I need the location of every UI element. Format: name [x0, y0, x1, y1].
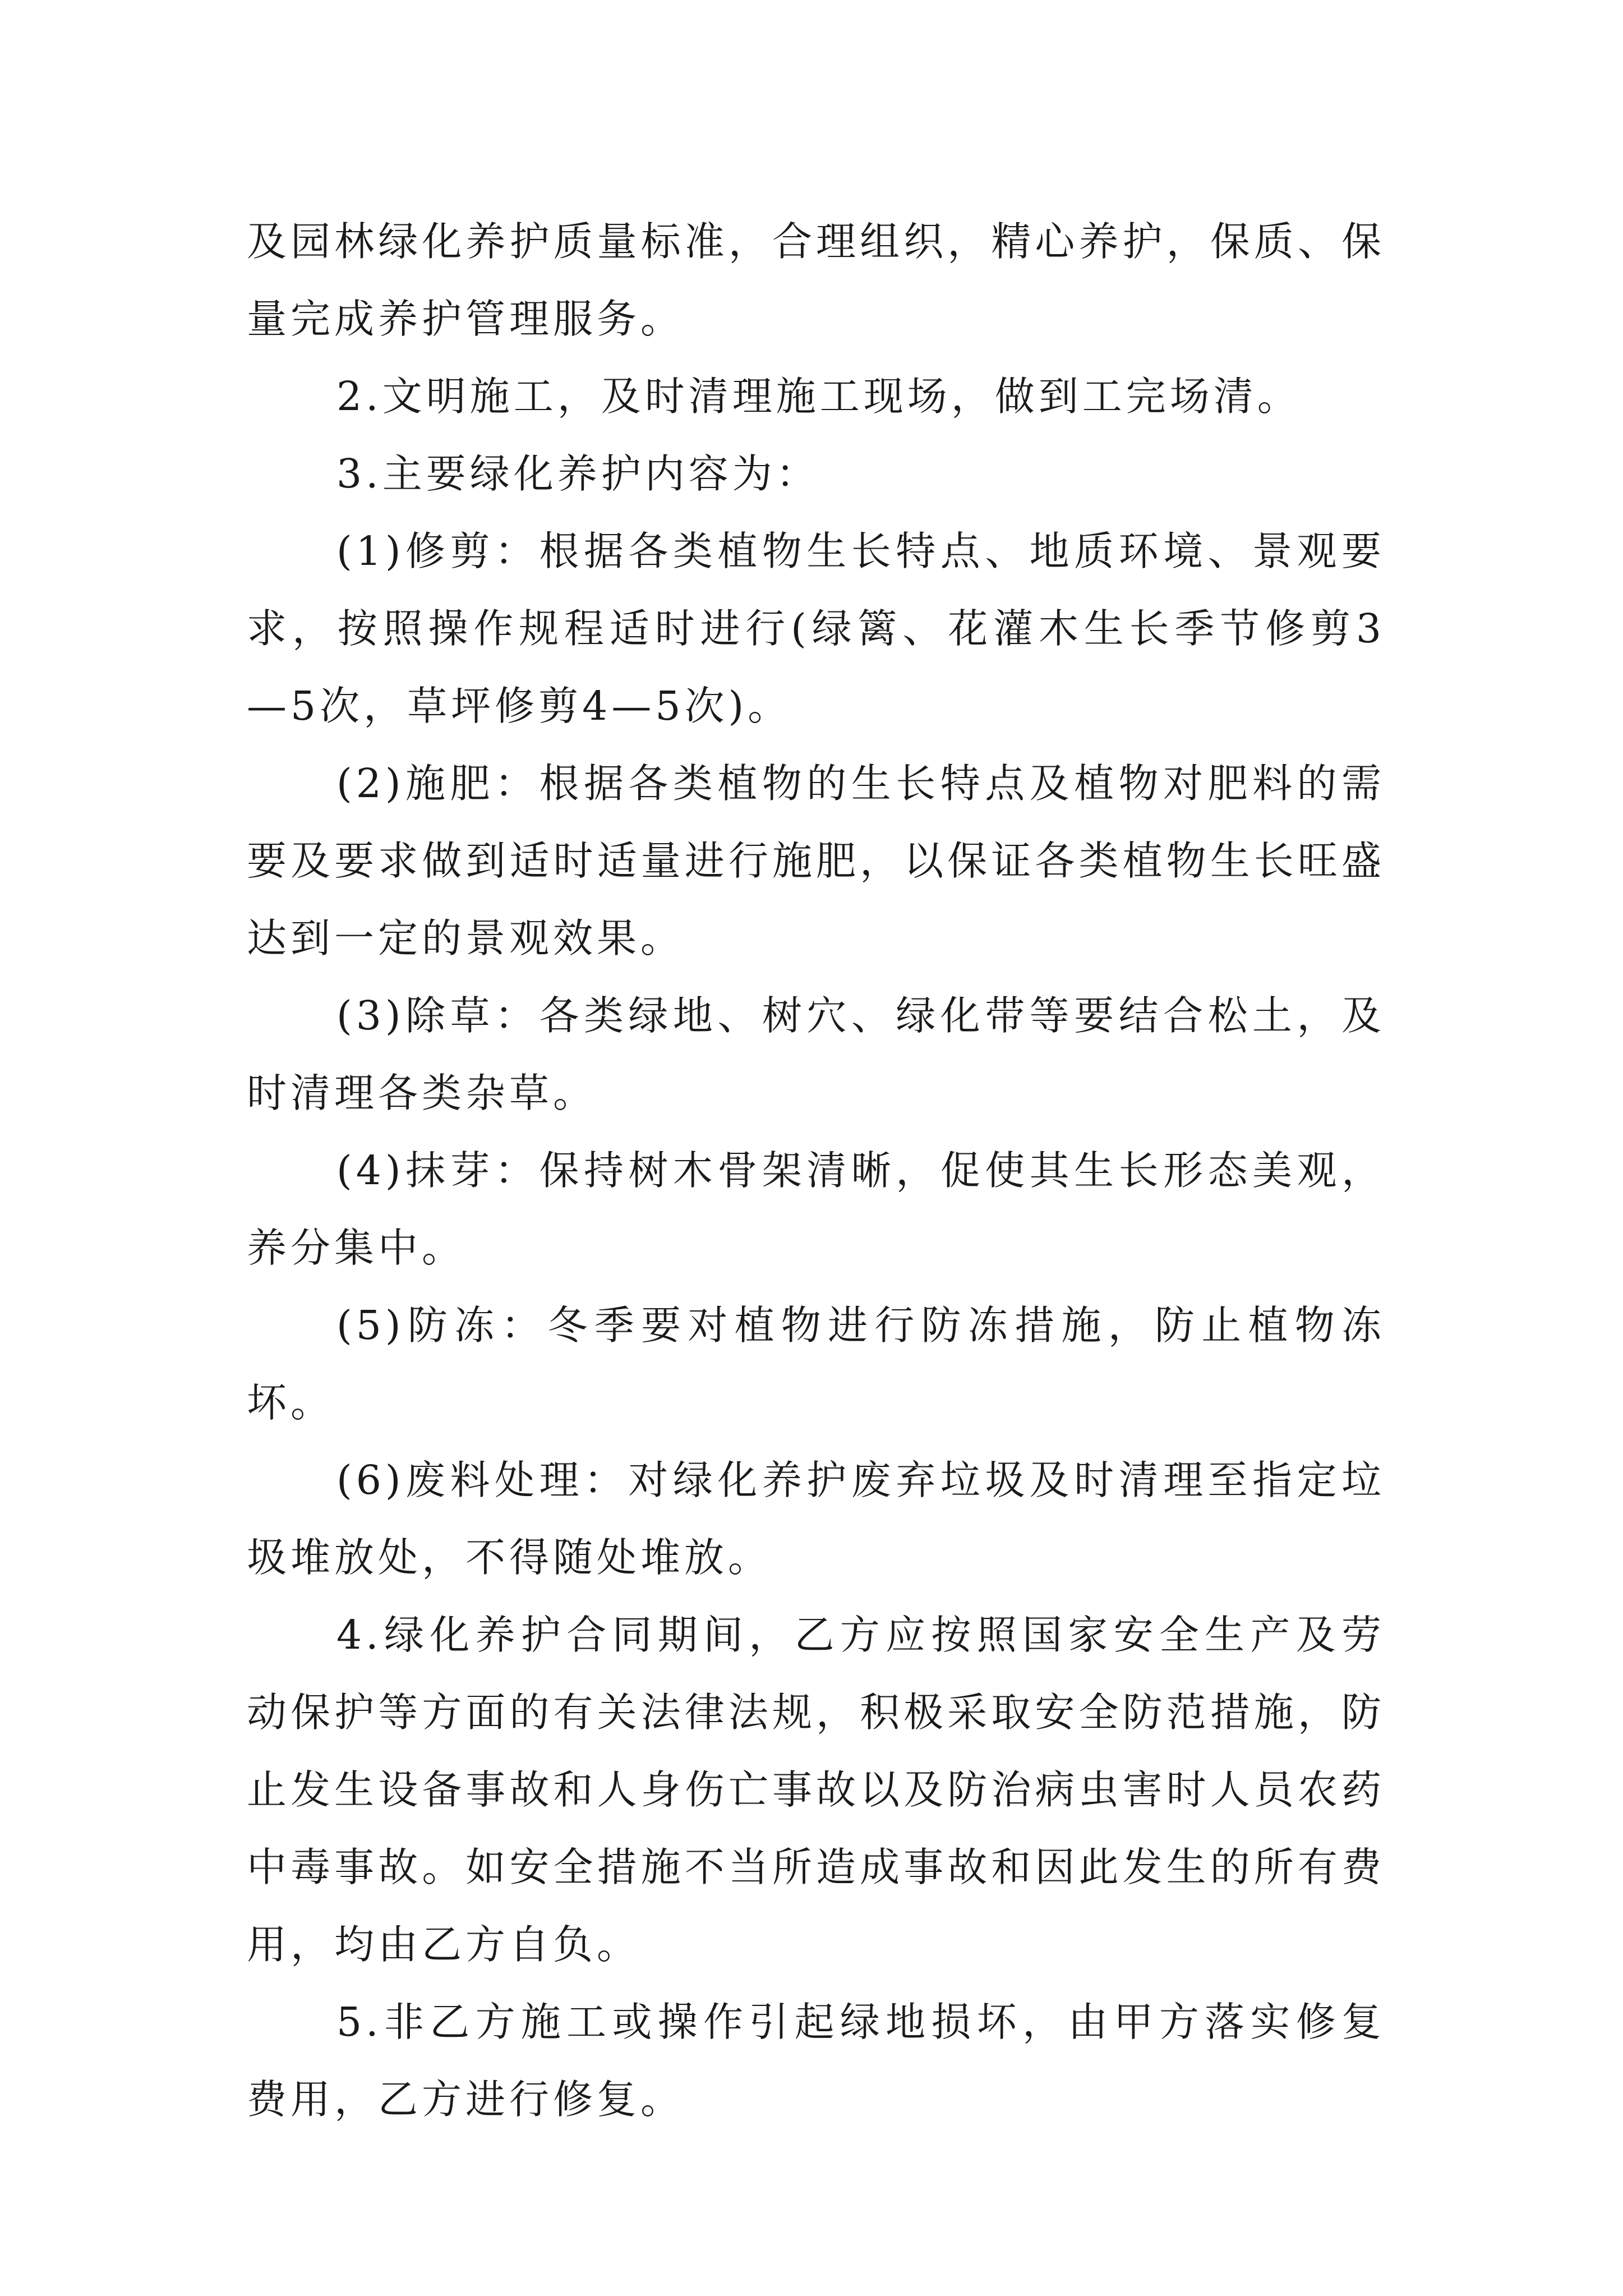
paragraph-main-content-heading: 3.主要绿化养护内容为：: [336, 450, 820, 497]
paragraph-quality-standard: 及园林绿化养护质量标准，合理组织，精心养护，保质、保量完成养护管理服务。: [247, 218, 1385, 342]
document-body: [247, 203, 1385, 2138]
paragraph-pruning: (1)修剪：根据各类植物生长特点、地质环境、景观要求，按照操作规程适时进行(绿篱、花灌木生长季节修剪3—5次，草坪修剪4—5次)。: [247, 528, 1385, 729]
paragraph-frost-protection: (5)防冻：冬季要对植物进行防冻措施，防止植物冻坏。: [247, 1302, 1385, 1426]
paragraph-bud-removal: (4)抹芽：保持树木骨架清晰，促使其生长形态美观，养分集中。: [247, 1147, 1385, 1271]
paragraph-safety: 4.绿化养护合同期间，乙方应按照国家安全生产及劳动保护等方面的有关法律法规，积极采取安全防范措施，防止发生设备事故和人身伤亡事故以及防治病虫害时人员农药中毒事故。如安全措施不当所造成事故和因此发生的所有费用，均由乙方自负。: [247, 1612, 1385, 1968]
paragraph-weeding: (3)除草：各类绿地、树穴、绿化带等要结合松土，及时清理各类杂草。: [247, 992, 1385, 1116]
paragraph-civilized-construction: 2.文明施工，及时清理施工现场，做到工完场清。: [336, 373, 1301, 420]
paragraph-repair: 5.非乙方施工或操作引起绿地损坏，由甲方落实修复费用，乙方进行修复。: [247, 1999, 1385, 2123]
paragraph-waste-disposal: (6)废料处理：对绿化养护废弃垃圾及时清理至指定垃圾堆放处，不得随处堆放。: [247, 1457, 1385, 1581]
paragraph-fertilizing: (2)施肥：根据各类植物的生长特点及植物对肥料的需要及要求做到适时适量进行施肥，以保证各类植物生长旺盛达到一定的景观效果。: [247, 760, 1385, 961]
